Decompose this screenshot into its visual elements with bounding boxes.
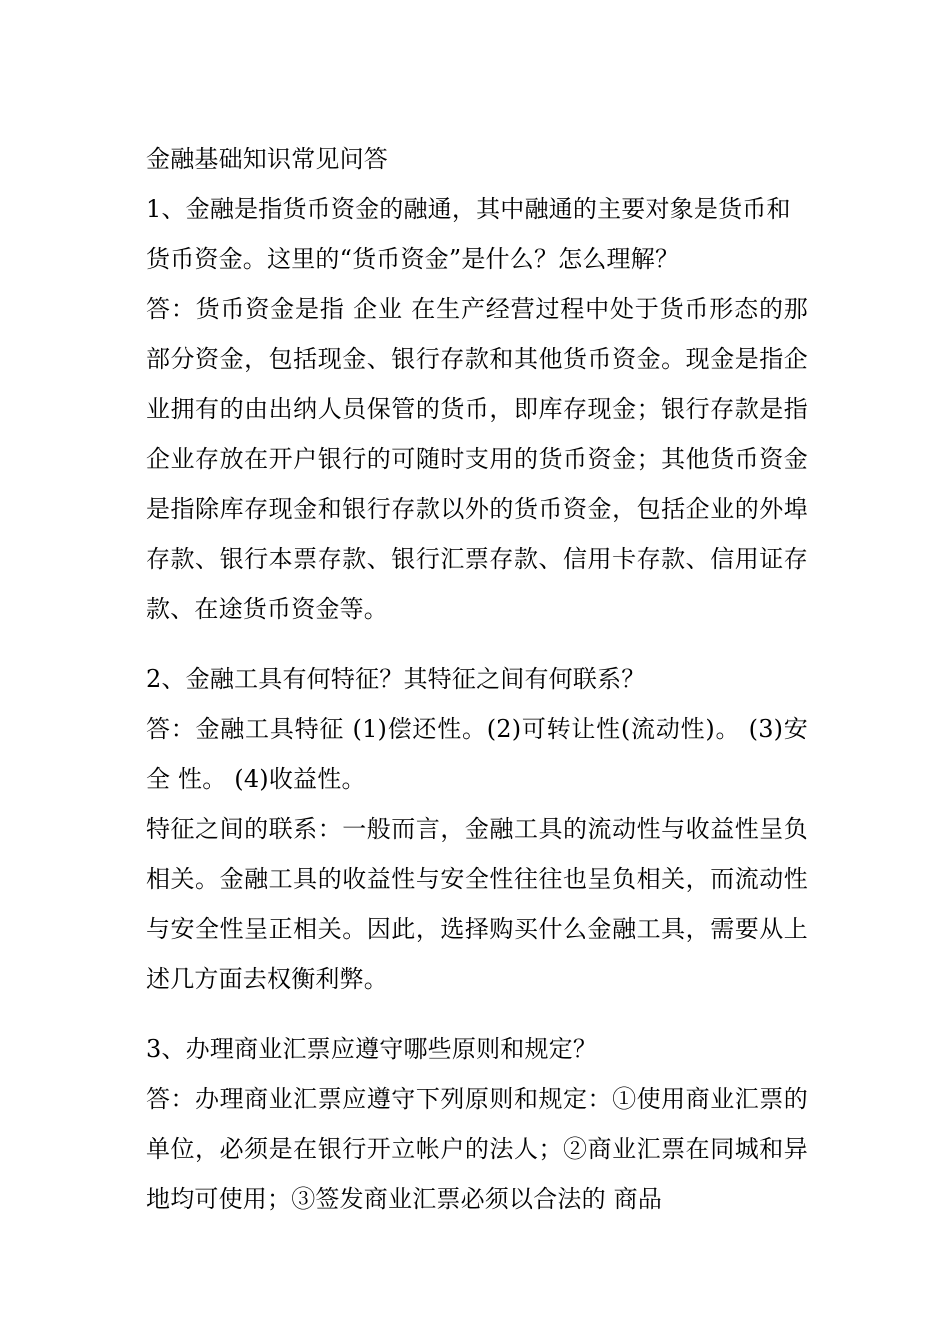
answer-text: 特征之间的联系：一般而言，金融工具的流动性与收益性呈负相关。金融工具的收益性与安全性往往也呈负相关，而流动性与安全性呈正相关。因此，选择购买什么金融工具，需要从上述几方面去权衡利弊。 <box>146 815 808 993</box>
qa-section-1 <box>146 184 808 634</box>
answer-text: 答：货币资金是指 企业 在生产经营过程中处于货币形态的那部分资金，包括现金、银行存款和其他货币资金。现金是指企业拥有的由出纳人员保管的货币，即库存现金；银行存款是指企业存放在开户银行的可随时支用的货币资金；其他货币资金是指除库存现金和银行存款以外的货币资金，包括企业的外埠存款、银行本票存款、银行汇票存款、信用卡存款、信用证存款、在途货币资金等。 <box>146 295 808 623</box>
answer-text: 答：金融工具特征 (1)偿还性。(2)可转让性(流动性)。 (3)安全 性。 (4)收益性。 <box>146 715 808 793</box>
section-spacer <box>146 634 808 654</box>
qa-section-2 <box>146 654 808 1004</box>
question-text: 3、办理商业汇票应遵守哪些原则和规定？ <box>146 1035 598 1063</box>
answer-text: 答：办理商业汇票应遵守下列原则和规定：①使用商业汇票的单位，必须是在银行开立帐户的法人；②商业汇票在同城和异地均可使用；③签发商业汇票必须以合法的 商品 <box>146 1085 808 1213</box>
question-text: 2、金融工具有何特征？其特征之间有何联系？ <box>146 665 646 693</box>
question-text: 1、金融是指货币资金的融通，其中融通的主要对象是货币和货币资金。这里的“货币资金”是什么？怎么理解？ <box>146 195 791 273</box>
qa-section-3 <box>146 1024 808 1224</box>
document-body <box>146 134 808 1224</box>
section-spacer <box>146 1004 808 1024</box>
document-title: 金融基础知识常见问答 <box>146 145 388 173</box>
